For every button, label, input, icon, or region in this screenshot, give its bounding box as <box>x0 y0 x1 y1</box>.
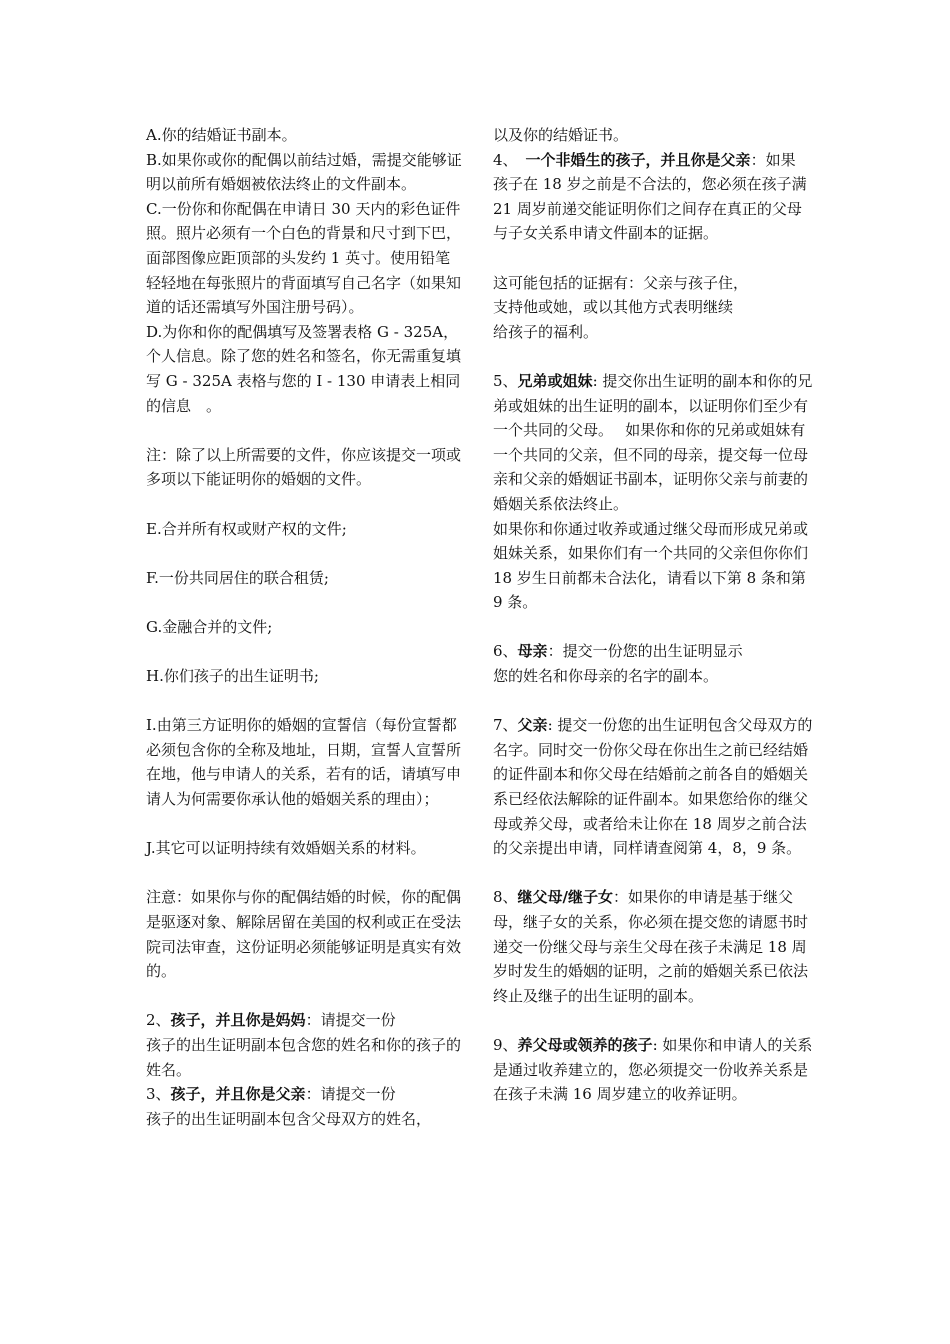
paragraph-text: : 提交你出生证明的副本和你的兄弟或姐妹的出生证明的副本，以证明你们至少有一个共同的父母。 如果你和你的兄弟或姐妹有一个共同的父亲，但不同的母亲，提交每一位母亲和父亲的婚姻证书副本，证明你父亲与前妻的婚姻关系依法终止。 <box>493 371 813 513</box>
item-heading: 养父母或领养的孩子 <box>517 1035 653 1054</box>
paragraph-text: 您的姓名和你母亲的名字的副本。 <box>493 667 719 686</box>
paragraph <box>146 148 463 197</box>
paragraph-gap <box>146 984 463 1009</box>
right-column <box>493 123 813 1107</box>
paragraph-text: ：请提交一份 <box>305 1011 396 1030</box>
paragraph <box>146 566 463 591</box>
paragraph-text: J.其它可以证明持续有效婚姻关系的材料。 <box>146 839 426 858</box>
item-number: 6、 <box>493 642 518 661</box>
paragraph-text: 支持他或她，或以其他方式表明继续 <box>493 298 734 317</box>
paragraph <box>493 664 813 689</box>
paragraph <box>146 1008 463 1033</box>
paragraph <box>493 1033 813 1107</box>
paragraph <box>493 271 813 296</box>
item-heading: 继父母/继子女 <box>517 888 614 907</box>
paragraph <box>146 197 463 320</box>
paragraph-text: F.一份共同居住的联合租赁; <box>146 568 329 587</box>
paragraph-text: 给孩子的福利。 <box>493 322 599 341</box>
paragraph-gap <box>146 492 463 517</box>
paragraph-text: H.你们孩子的出生证明书; <box>146 667 319 686</box>
paragraph-gap <box>493 246 813 271</box>
left-column <box>146 123 463 1131</box>
paragraph-text: ：如果 <box>750 150 796 169</box>
paragraph <box>146 1033 463 1082</box>
item-heading: 兄弟或姐妹 <box>517 371 593 390</box>
paragraph <box>146 123 463 148</box>
item-heading: 母亲 <box>517 642 548 661</box>
paragraph <box>146 1107 463 1132</box>
paragraph <box>493 123 813 148</box>
paragraph-gap <box>493 861 813 886</box>
paragraph <box>146 1082 463 1107</box>
paragraph-text: : 如果你和申请人的关系是通过收养建立的，您必须提交一份收养关系是在孩子未满 16 周岁建立的收养证明。 <box>493 1035 813 1104</box>
paragraph-text: ：提交一份您的出生证明显示 <box>547 642 743 661</box>
paragraph-text: : 提交一份您的出生证明包含父母双方的名字。同时交一份你父母在你出生之前已经结婚的证件副本和你父母在结婚前之前各自的婚姻关系已经依法解除的证件副本。如果您给你的继父母或养父母，或者给未让你在 18 周岁之前合法的父亲提出申请，同样请查阅第 4，8，9 条。 <box>493 716 813 858</box>
paragraph <box>493 885 813 1008</box>
item-number: 4、 <box>493 150 518 169</box>
item-number: 8、 <box>493 888 518 907</box>
paragraph-text: ：请提交一份 <box>305 1085 396 1104</box>
paragraph <box>493 295 813 320</box>
paragraph <box>146 885 463 983</box>
item-heading: 一个非婚生的孩子，并且你是父亲 <box>525 150 751 169</box>
paragraph-text: A.你的结婚证书副本。 <box>146 126 297 144</box>
paragraph <box>493 639 813 664</box>
paragraph-gap <box>146 689 463 714</box>
paragraph-text: 孩子的出生证明副本包含父母双方的姓名， <box>146 1109 432 1128</box>
paragraph <box>146 320 463 418</box>
paragraph <box>146 836 463 861</box>
paragraph-gap <box>146 639 463 664</box>
item-number: 3、 <box>146 1085 171 1104</box>
paragraph-gap <box>493 1008 813 1033</box>
paragraph <box>493 517 813 615</box>
paragraph-gap <box>146 541 463 566</box>
paragraph <box>493 320 813 345</box>
paragraph-gap <box>493 344 813 369</box>
item-heading: 父亲 <box>517 716 548 735</box>
item-number: 9、 <box>493 1035 518 1054</box>
paragraph <box>146 713 463 811</box>
paragraph <box>493 369 813 517</box>
paragraph-text: C.一份你和你配偶在申请日 30 天内的彩色证件照。照片必须有一个白色的背景和尺寸到下巴，面部图像应距顶部的头发约 1 英寸。使用铅笔轻轻地在每张照片的背面填写自己名字（如果知道的话还需填写外国注册号码）。 <box>146 199 462 317</box>
paragraph-gap <box>146 590 463 615</box>
paragraph-text: D.为你和你的配偶填写及签署表格 G - 325A，个人信息。除了您的姓名和签名，你无需重复填写 G - 325A 表格与您的 I - 130 申请表上相同的信息 。 <box>146 322 462 415</box>
paragraph-text: 孩子在 18 岁之前是不合法的，您必须在孩子满 21 周岁前递交能证明你们之间存在真正的父母与子女关系申请文件副本的证据。 <box>493 175 807 243</box>
paragraph-gap <box>493 689 813 714</box>
paragraph <box>493 172 813 246</box>
paragraph-gap <box>146 812 463 837</box>
paragraph <box>146 443 463 492</box>
paragraph-text: 如果你和你通过收养或通过继父母而形成兄弟或姐妹关系，如果你们有一个共同的父亲但你你们 18 岁生日前都未合法化，请看以下第 8 条和第 9 条。 <box>493 519 809 612</box>
paragraph-text: E.合并所有权或财产权的文件; <box>146 519 347 538</box>
paragraph <box>146 615 463 640</box>
item-number: 5、 <box>493 371 518 390</box>
paragraph <box>146 517 463 542</box>
item-heading: 孩子，并且你是妈妈 <box>170 1011 306 1030</box>
paragraph <box>493 148 813 173</box>
paragraph-text: 孩子的出生证明副本包含您的姓名和你的孩子的姓名。 <box>146 1035 462 1079</box>
paragraph-text: 这可能包括的证据有：父亲与孩子住， <box>493 273 749 292</box>
paragraph-text: I.由第三方证明你的婚姻的宣誓信（每份宣誓都必须包含你的全称及地址，日期，宣誓人宣誓所在地，他与申请人的关系，若有的话，请填写申请人为何需要你承认他的婚姻关系的理由）； <box>146 716 462 809</box>
paragraph <box>493 713 813 861</box>
paragraph-text: G.金融合并的文件; <box>146 617 273 636</box>
paragraph-gap <box>146 861 463 886</box>
paragraph-text: 以及你的结婚证书。 <box>493 126 629 144</box>
paragraph-gap <box>493 615 813 640</box>
item-number: 2、 <box>146 1011 171 1030</box>
paragraph-text: ：如果你的申请是基于继父母，继子女的关系，你必须在提交您的请愿书时递交一份继父母与亲生父母在孩子未满足 18 周岁时发生的婚姻的证明，之前的婚姻关系已依法终止及继子的出生证明的副本。 <box>493 888 809 1005</box>
paragraph-text: B.如果你或你的配偶以前结过婚，需提交能够证明以前所有婚姻被依法终止的文件副本。 <box>146 150 462 194</box>
paragraph <box>146 664 463 689</box>
item-heading: 孩子，并且你是父亲 <box>170 1085 306 1104</box>
paragraph-text: 注意：如果你与你的配偶结婚的时候，你的配偶是驱逐对象、解除居留在美国的权利或正在受法院司法审查，这份证明必须能够证明是真实有效的。 <box>146 888 462 981</box>
paragraph-gap <box>146 418 463 443</box>
item-number: 7、 <box>493 716 518 735</box>
paragraph-text: 注：除了以上所需要的文件，你应该提交一项或多项以下能证明你的婚姻的文件。 <box>146 445 462 489</box>
